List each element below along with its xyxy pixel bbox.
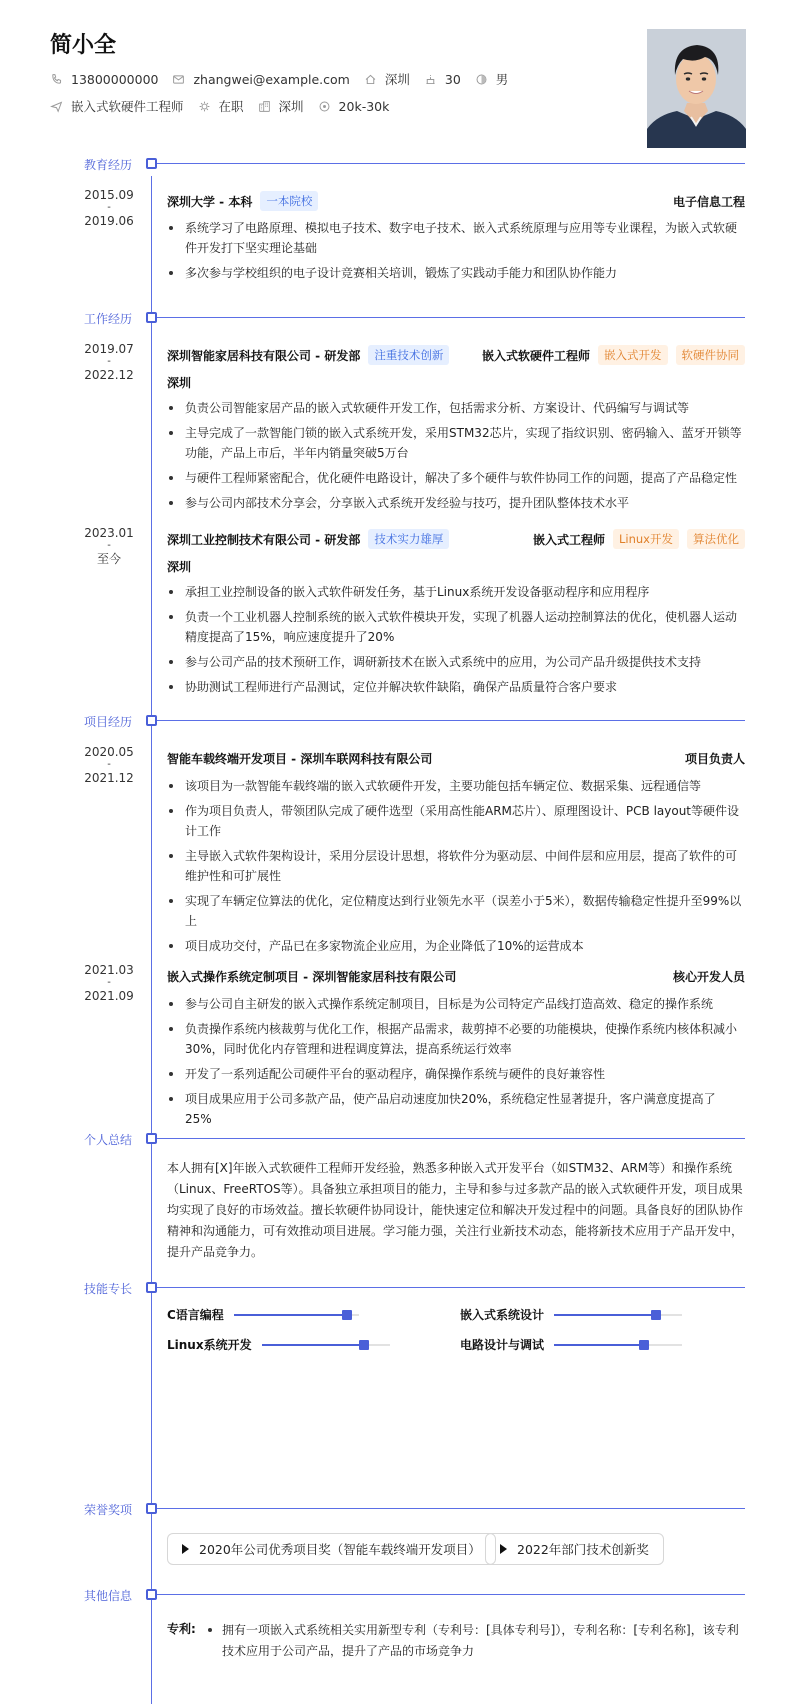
work-date-1: 2019.07 - 2022.12	[84, 342, 134, 382]
list-item: 参与公司自主研发的嵌入式操作系统定制项目，目标是为公司特定产品线打造高效、稳定的操作系统	[167, 994, 742, 1014]
home-icon	[364, 73, 377, 86]
skill-bar-knob	[651, 1310, 661, 1320]
job-role: 嵌入式工程师	[532, 532, 605, 547]
edu-header	[167, 191, 745, 211]
skill-tag: Linux开发	[613, 529, 679, 549]
skill-name: 嵌入式系统设计	[460, 1308, 545, 1322]
gender-icon	[475, 73, 488, 86]
edu-date: 2015.09 - 2019.06	[84, 188, 134, 228]
project-header-2	[167, 968, 745, 985]
target-job-item	[50, 97, 184, 115]
list-item: 主导嵌入式软件架构设计，采用分层设计思想，将软件分为驱动层、中间件层和应用层，提高了软件的可维护性和可扩展性	[167, 846, 742, 886]
job-role: 嵌入式软硬件工程师	[481, 348, 590, 363]
section-divider-skills	[151, 1287, 745, 1288]
skill-bar-fill	[554, 1314, 656, 1316]
work-header-1	[167, 345, 745, 365]
skill-name: C语言编程	[167, 1308, 224, 1322]
list-item: 主导完成了一款智能门锁的嵌入式系统开发，采用STM32芯片，实现了指纹识别、密码输入、蓝牙开锁等功能，产品上市后，半年内销量突破5万台	[167, 423, 742, 463]
edu-bullets	[167, 218, 742, 288]
gender-item	[475, 70, 509, 88]
section-marker-education	[146, 158, 157, 169]
list-item: 系统学习了电路原理、模拟电子技术、数字电子技术、嵌入式系统原理与应用等专业课程，为嵌入式软硬件开发打下坚实理论基础	[167, 218, 742, 258]
project-role: 核心开发人员	[672, 970, 745, 984]
candidate-name: 简小全	[50, 33, 117, 58]
patent-label: 专利:	[167, 1622, 196, 1636]
skill-bar-knob	[639, 1340, 649, 1350]
section-title-honors: 荣誉奖项	[84, 1503, 133, 1517]
skill-bar-knob	[342, 1310, 352, 1320]
mail-icon	[172, 73, 185, 86]
salary-icon	[318, 100, 331, 113]
play-icon	[182, 1544, 189, 1554]
list-item: 参与公司内部技术分享会，分享嵌入式系统开发经验与技巧，提升团队整体技术水平	[167, 493, 742, 513]
portrait-image	[647, 29, 746, 148]
award-item	[167, 1533, 496, 1565]
list-item: 项目成功交付，产品已在多家物流企业应用，为企业降低了10%的运营成本	[167, 936, 742, 956]
school-tag: 一本院校	[260, 191, 318, 211]
work-city: 深圳	[167, 560, 192, 574]
work-city: 深圳	[167, 376, 192, 390]
email-text: zhangwei@example.com	[193, 71, 350, 87]
section-divider-work	[151, 317, 745, 318]
list-item: 该项目为一款智能车载终端的嵌入式软硬件开发，主要功能包括车辆定位、数据采集、远程通信等	[167, 776, 742, 796]
section-marker-skills	[146, 1282, 157, 1293]
age-icon	[424, 73, 437, 86]
list-item: 承担工业控制设备的嵌入式软件研发任务，基于Linux系统开发设备驱动程序和应用程序	[167, 582, 742, 602]
section-title-summary: 个人总结	[84, 1133, 133, 1147]
skill-bar-fill	[234, 1314, 347, 1316]
phone-text: 13800000000	[71, 71, 159, 87]
phone-icon	[50, 73, 63, 86]
award-item	[485, 1533, 664, 1565]
skill-linux	[167, 1336, 390, 1353]
work-bullets-1	[167, 398, 742, 518]
list-item: 多次参与学校组织的电子设计竞赛相关培训，锻炼了实践动手能力和团队协作能力	[167, 263, 742, 283]
skill-embedded	[460, 1306, 682, 1323]
section-marker-honors	[146, 1503, 157, 1514]
company-name: 深圳智能家居科技有限公司 - 研发部	[167, 348, 361, 363]
skill-c	[167, 1306, 359, 1323]
summary-text: 本人拥有[X]年嵌入式软硬件工程师开发经验，熟悉多种嵌入式开发平台（如STM32、ARM等）和操作系统（Linux、FreeRTOS等）。具备独立承担项目的能力，主导和参与过多款产品的嵌入式软硬件开发，项目成果均实现了良好的市场效益。擅长软硬件协同设计，能快速定位和解决开发过程中的问题。具备良好的团队协作精神和沟通能力，可有效推动项目进展。学习能力强，关注行业新技术动态，能将新技术应用于产品开发中，提升产品竞争力。	[167, 1161, 744, 1259]
location-item	[364, 70, 410, 88]
section-title-work: 工作经历	[84, 312, 133, 326]
patent-item	[202, 1620, 742, 1662]
salary-item	[318, 99, 390, 114]
major: 电子信息工程	[672, 194, 745, 209]
target-city-text: 深圳	[278, 99, 304, 114]
skill-bar-fill	[262, 1344, 364, 1346]
award-text: 2020年公司优秀项目奖（智能车载终端开发项目）	[199, 1542, 481, 1557]
bullet-dot	[208, 1628, 212, 1632]
age-item	[424, 72, 461, 87]
gender-text: 男	[495, 72, 509, 87]
list-item: 开发了一系列适配公司硬件平台的驱动程序，确保操作系统与硬件的良好兼容性	[167, 1064, 742, 1084]
profile-photo	[647, 29, 746, 148]
section-marker-work	[146, 312, 157, 323]
salary-text: 20k-30k	[338, 98, 390, 114]
target-job-text: 嵌入式软硬件工程师	[71, 99, 184, 114]
skill-name: Linux系统开发	[167, 1338, 252, 1352]
patent-text: 拥有一项嵌入式系统相关实用新型专利（专利号：[具体专利号]），专利名称：[专利名称]，该专利技术应用于公司产品，提升了产品的市场竞争力	[222, 1623, 739, 1658]
section-divider-other	[151, 1594, 745, 1595]
company-name: 深圳工业控制技术有限公司 - 研发部	[167, 532, 361, 547]
section-divider-projects	[151, 720, 745, 721]
list-item: 实现了车辆定位算法的优化，定位精度达到行业领先水平（误差小于5米），数据传输稳定性提升至99%以上	[167, 891, 742, 931]
section-marker-other	[146, 1589, 157, 1600]
school-name: 深圳大学 - 本科	[167, 194, 253, 209]
list-item: 负责一个工业机器人控制系统的嵌入式软件模块开发，实现了机器人运动控制算法的优化，使机器人运动精度提高了15%，响应速度提升了20%	[167, 607, 742, 647]
status-icon	[198, 100, 211, 113]
section-marker-summary	[146, 1133, 157, 1144]
section-title-education: 教育经历	[84, 158, 133, 172]
section-title-skills: 技能专长	[84, 1282, 133, 1296]
list-item: 协助测试工程师进行产品测试，定位并解决软件缺陷，确保产品质量符合客户要求	[167, 677, 742, 697]
skill-bar	[554, 1314, 682, 1316]
timeline-line	[151, 176, 152, 1704]
skill-tag: 嵌入式开发	[598, 345, 668, 365]
list-item: 作为项目负责人，带领团队完成了硬件选型（采用高性能ARM芯片）、原理图设计、PCB layout等硬件设计工作	[167, 801, 742, 841]
award-text: 2022年部门技术创新奖	[517, 1542, 649, 1557]
skill-bar	[554, 1344, 682, 1346]
list-item: 负责公司智能家居产品的嵌入式软硬件开发工作，包括需求分析、方案设计、代码编写与调试等	[167, 398, 742, 418]
send-icon	[50, 100, 63, 113]
location-text: 深圳	[384, 72, 410, 87]
project-bullets-1	[167, 776, 742, 961]
section-divider-education	[151, 163, 745, 164]
section-title-projects: 项目经历	[84, 715, 133, 729]
section-divider-summary	[151, 1138, 745, 1139]
city-icon	[258, 100, 271, 113]
project-date-2: 2021.03 - 2021.09	[84, 963, 134, 1003]
skill-bar-knob	[359, 1340, 369, 1350]
company-tag: 注重技术创新	[368, 345, 449, 365]
project-role: 项目负责人	[684, 752, 745, 766]
age-text: 30	[444, 71, 461, 87]
target-city-item	[258, 97, 304, 115]
project-header-1	[167, 750, 745, 767]
phone-item	[50, 72, 158, 87]
section-marker-projects	[146, 715, 157, 726]
list-item: 与硬件工程师紧密配合，优化硬件电路设计，解决了多个硬件与软件协同工作的问题，提高了产品稳定性	[167, 468, 742, 488]
email-item	[172, 72, 349, 87]
list-item: 参与公司产品的技术预研工作，调研新技术在嵌入式系统中的应用，为公司产品升级提供技术支持	[167, 652, 742, 672]
project-date-1: 2020.05 - 2021.12	[84, 745, 134, 785]
project-title: 嵌入式操作系统定制项目 - 深圳智能家居科技有限公司	[167, 970, 457, 984]
section-divider-honors	[151, 1508, 745, 1509]
status-item	[198, 97, 244, 115]
list-item: 项目成果应用于公司多款产品，使产品启动速度加快20%，系统稳定性显著提升，客户满意度提高了25%	[167, 1089, 742, 1129]
project-title: 智能车载终端开发项目 - 深圳车联网科技有限公司	[167, 752, 433, 766]
work-date-2: 2023.01 - 至今	[84, 526, 134, 566]
skill-bar	[234, 1314, 359, 1316]
play-icon	[500, 1544, 507, 1554]
status-text: 在职	[218, 99, 244, 114]
project-bullets-2	[167, 994, 742, 1134]
skill-bar	[262, 1344, 390, 1346]
work-header-2	[167, 529, 745, 549]
job-row	[50, 97, 403, 115]
contact-row	[50, 70, 522, 88]
skill-tag: 软硬件协同	[676, 345, 746, 365]
list-item: 负责操作系统内核裁剪与优化工作，根据产品需求，裁剪掉不必要的功能模块，使操作系统内核体积减小30%，同时优化内存管理和进程调度算法，提高系统运行效率	[167, 1019, 742, 1059]
skill-name: 电路设计与调试	[460, 1338, 545, 1352]
skill-circuit	[460, 1336, 682, 1353]
work-bullets-2	[167, 582, 742, 702]
company-tag: 技术实力雄厚	[368, 529, 449, 549]
section-title-other: 其他信息	[84, 1589, 133, 1603]
skill-bar-fill	[554, 1344, 644, 1346]
skill-tag: 算法优化	[687, 529, 745, 549]
